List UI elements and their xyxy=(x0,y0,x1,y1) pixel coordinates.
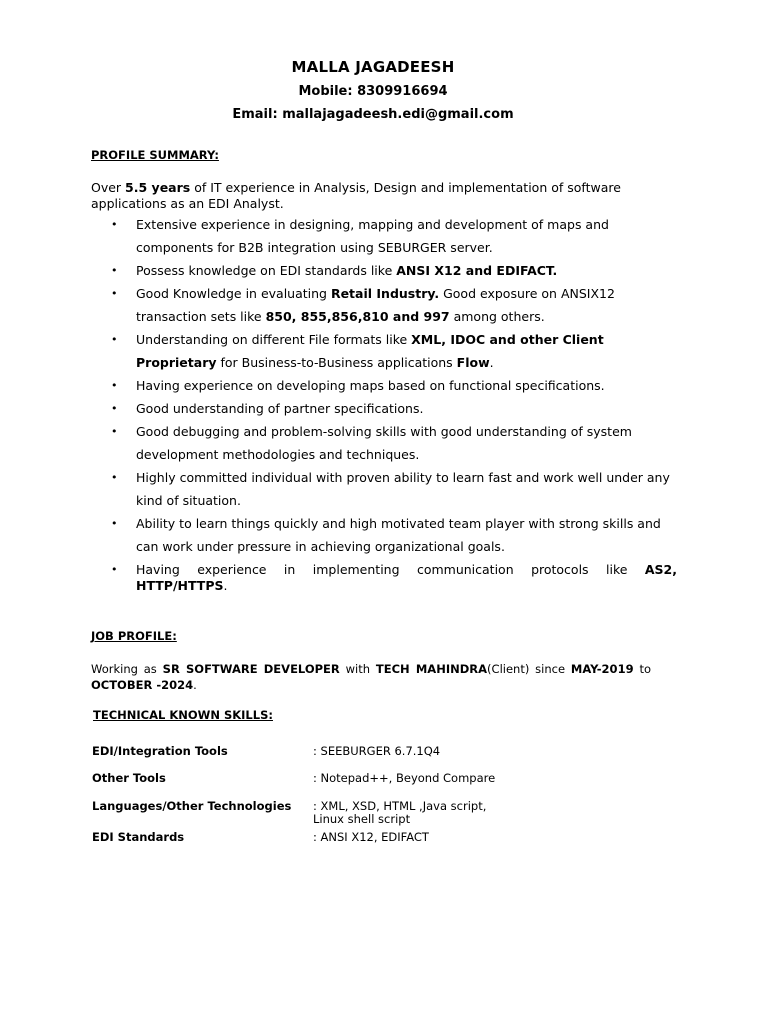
email-address: Email: mallajagadeesh.edi@gmail.com xyxy=(232,107,514,122)
profile-summary-heading: PROFILE SUMMARY: xyxy=(91,148,219,162)
text-run: Working as xyxy=(91,662,163,676)
job-profile-heading: JOB PROFILE: xyxy=(91,629,177,643)
bullet-icon: • xyxy=(111,402,118,415)
list-item xyxy=(91,328,677,374)
text-run: (Client) since xyxy=(487,662,571,676)
bold-text-run: XML, IDOC and other Client Proprietary xyxy=(136,332,604,370)
text-run: Having experience on developing maps based on functional specifications. xyxy=(136,378,605,393)
list-item xyxy=(91,420,677,466)
bullet-icon: • xyxy=(111,471,118,484)
profile-intro xyxy=(91,180,651,212)
skill-value: : ANSI X12, EDIFACT xyxy=(313,830,429,844)
job-profile-text xyxy=(91,661,651,693)
bold-text-run: SR SOFTWARE DEVELOPER xyxy=(162,662,340,676)
text-run: . xyxy=(193,678,197,692)
skill-label: Languages/Other Technologies xyxy=(92,799,292,813)
bullet-icon: • xyxy=(111,379,118,392)
text-run: Over xyxy=(91,180,126,195)
text-run: Extensive experience in designing, mapping and development of maps and components for B2B integration using SEBURGER server. xyxy=(136,217,609,255)
technical-skills-heading: TECHNICAL KNOWN SKILLS: xyxy=(93,708,273,722)
skill-value: : SEEBURGER 6.7.1Q4 xyxy=(313,744,441,758)
bold-text-run: Retail Industry. xyxy=(330,286,440,301)
text-run: for Business-to-Business applications xyxy=(216,355,457,370)
list-item xyxy=(91,213,677,259)
bullet-icon: • xyxy=(111,218,118,231)
list-item xyxy=(91,397,677,420)
text-run: Highly committed individual with proven ability to learn fast and work well under any kind of situation. xyxy=(136,470,670,508)
bold-text-run: ANSI X12 and EDIFACT. xyxy=(396,263,558,278)
skill-value: : Notepad++, Beyond Compare xyxy=(313,771,496,785)
skill-label: EDI Standards xyxy=(92,830,185,844)
text-run: Good exposure on ANSIX12 transaction sets like xyxy=(136,286,615,324)
text-run: . xyxy=(223,578,228,593)
text-run: Ability to learn things quickly and high motivated team player with strong skills and can work under pressure in achieving organizational goals. xyxy=(136,516,661,554)
text-run: of IT experience in Analysis, Design and implementation of software applications as an EDI Analyst. xyxy=(91,180,621,211)
list-item xyxy=(91,374,677,397)
list-item xyxy=(91,259,677,282)
text-run: Good understanding of partner specifications. xyxy=(136,401,424,416)
bullet-icon: • xyxy=(111,287,118,300)
bullet-icon: • xyxy=(111,563,118,576)
mobile-number: Mobile: 8309916694 xyxy=(298,84,448,99)
list-item xyxy=(91,282,677,328)
text-run: to xyxy=(633,662,651,676)
bold-text-run: TECH MAHINDRA xyxy=(375,662,488,676)
bold-text-run: 850, 855,856,810 and 997 xyxy=(265,309,450,324)
list-item xyxy=(91,466,677,512)
text-run: Possess knowledge on EDI standards like xyxy=(136,263,397,278)
bold-text-run: AS2, HTTP/HTTPS xyxy=(136,562,677,593)
text-run: Having experience in implementing communication protocols like xyxy=(136,562,645,577)
list-item xyxy=(91,558,677,594)
bold-text-run: MAY-2019 xyxy=(570,662,634,676)
bold-text-run: OCTOBER -2024 xyxy=(91,678,194,692)
text-run: Good Knowledge in evaluating xyxy=(136,286,331,301)
bullet-icon: • xyxy=(111,517,118,530)
candidate-name: MALLA JAGADEESH xyxy=(291,58,455,76)
text-run: Understanding on different File formats like xyxy=(136,332,412,347)
list-item xyxy=(91,512,677,558)
skill-label: EDI/Integration Tools xyxy=(92,744,228,758)
text-run: among others. xyxy=(449,309,545,324)
skill-value: : XML, XSD, HTML ,Java script, Linux shell script xyxy=(313,799,487,826)
bullet-icon: • xyxy=(111,333,118,346)
text-run: with xyxy=(339,662,376,676)
text-run: . xyxy=(489,355,494,370)
text-run: Good debugging and problem-solving skills with good understanding of system development methodologies and techniques. xyxy=(136,424,632,462)
bold-text-run: 5.5 years xyxy=(125,180,191,195)
profile-bullet-list xyxy=(91,213,677,594)
skill-label: Other Tools xyxy=(92,771,166,785)
bullet-icon: • xyxy=(111,425,118,438)
bold-text-run: Flow xyxy=(456,355,490,370)
bullet-icon: • xyxy=(111,264,118,277)
